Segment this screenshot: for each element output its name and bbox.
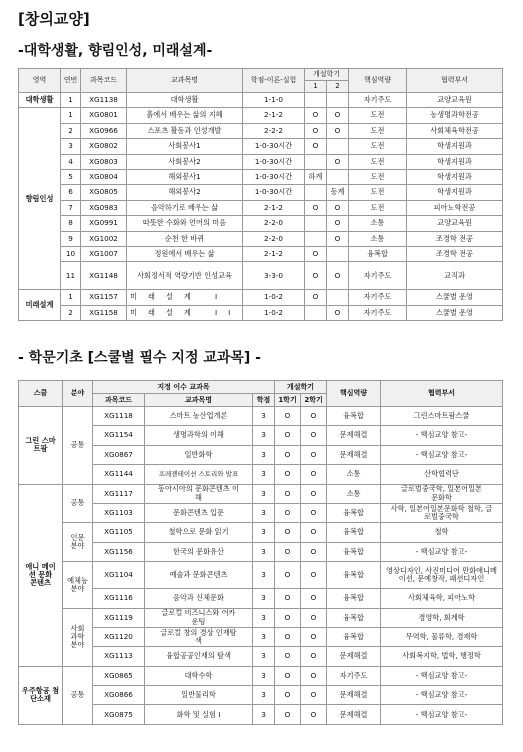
competency-cell: 융복합	[327, 503, 381, 522]
credit-cell: 3	[253, 407, 275, 426]
sem2-cell	[327, 290, 349, 305]
code-cell: XG1007	[81, 246, 127, 261]
field-cell: 공통	[63, 407, 93, 485]
table-row	[19, 93, 503, 108]
sem2-cell: O	[301, 445, 327, 464]
no-cell: 1	[61, 93, 81, 108]
table-row	[19, 562, 503, 589]
sem2-cell: O	[301, 647, 327, 666]
code-cell: XG0802	[81, 139, 127, 154]
dept-cell: 스쿨별 운영	[407, 290, 503, 305]
header-sem1: 1	[305, 81, 327, 93]
code-cell: XG1138	[81, 93, 127, 108]
dept-cell: 철학	[381, 523, 503, 542]
header-competency: 핵심역량	[327, 381, 381, 407]
sem2-cell: O	[301, 562, 327, 589]
dept-cell: 교양교육원	[407, 216, 503, 231]
credit-cell: 3	[253, 484, 275, 503]
field-cell: 공통	[63, 484, 93, 523]
sem2-cell: O	[301, 666, 327, 685]
table-row	[19, 305, 503, 320]
table-row	[19, 216, 503, 231]
dept-cell: 조경학 전공	[407, 231, 503, 246]
code-cell: XG1117	[93, 484, 145, 503]
course-name-cell: 철학으로 문화 읽기	[145, 523, 253, 542]
school-cell: 그린 스마트팜	[19, 407, 63, 485]
course-name-cell: 화학 및 실험 I	[145, 705, 253, 724]
credit-cell: 3	[253, 627, 275, 646]
competency-cell: 융복합	[327, 542, 381, 561]
no-cell: 4	[61, 154, 81, 169]
dept-cell: - 핵심교양 참고-	[381, 666, 503, 685]
competency-cell: 소통	[327, 465, 381, 484]
code-cell: XG1148	[81, 262, 127, 290]
competency-cell: 융복합	[327, 523, 381, 542]
course-name-cell: 사회봉사2	[127, 154, 243, 169]
competency-cell: 도전	[349, 154, 407, 169]
credit-cell: 3	[253, 705, 275, 724]
sem1-cell: O	[275, 407, 301, 426]
sem2-cell: O	[301, 542, 327, 561]
table-row	[19, 123, 503, 138]
course-name-cell: 음악하기로 배우는 삶	[127, 200, 243, 215]
credits-cell: 2-2-2	[243, 123, 305, 138]
header-semester: 개설학기	[305, 69, 349, 81]
no-cell: 6	[61, 185, 81, 200]
table-row	[19, 185, 503, 200]
credits-cell: 2-2-0	[243, 216, 305, 231]
course-name-cell: 일반물리학	[145, 686, 253, 705]
competency-cell: 자기주도	[349, 290, 407, 305]
page-title: [창의교양]	[18, 10, 90, 28]
header-no: 연번	[61, 69, 81, 93]
no-cell: 10	[61, 246, 81, 261]
sem1-cell: O	[305, 262, 327, 290]
sem1-cell	[305, 93, 327, 108]
competency-cell: 자기주도	[349, 305, 407, 320]
table-row	[19, 608, 503, 627]
course-name-cell: 미래설계 I	[127, 290, 243, 305]
dept-cell: 경영학, 회계학	[381, 608, 503, 627]
course-name-cell: 사회정서적 역량기반 인성교육	[127, 262, 243, 290]
sem1-cell: O	[275, 627, 301, 646]
sem2-cell: 동계	[327, 185, 349, 200]
competency-cell: 도전	[349, 169, 407, 184]
code-cell: XG0801	[81, 108, 127, 123]
dept-cell: 조경학 전공	[407, 246, 503, 261]
header-code: 과목코드	[81, 69, 127, 93]
header-credits: 학점-이론-실험	[243, 69, 305, 93]
competency-cell: 소통	[349, 231, 407, 246]
table-row	[19, 231, 503, 246]
dept-cell: 농생명과학전공	[407, 108, 503, 123]
sem1-cell	[305, 305, 327, 320]
credit-cell: 3	[253, 562, 275, 589]
table-row	[19, 108, 503, 123]
credit-cell: 3	[253, 503, 275, 522]
credit-cell: 3	[253, 542, 275, 561]
code-cell: XG0805	[81, 185, 127, 200]
competency-cell: 융복합	[349, 246, 407, 261]
sem1-cell: 하계	[305, 169, 327, 184]
credits-cell: 1-0-30시간	[243, 169, 305, 184]
sem1-cell: O	[275, 666, 301, 685]
course-name-cell: 글로컬 창의 경상 인재탐색	[145, 627, 253, 646]
course-name-cell: 프레젠테이션 스토리와 발표	[145, 465, 253, 484]
table-row	[19, 407, 503, 426]
dept-cell: 산학협력단	[381, 465, 503, 484]
header-area: 영역	[19, 69, 61, 93]
sem1-cell: O	[275, 562, 301, 589]
dept-cell: 피아노학전공	[407, 200, 503, 215]
competency-cell: 융복합	[327, 407, 381, 426]
sem2-cell	[327, 169, 349, 184]
course-name-cell: 한국의 문화유산	[145, 542, 253, 561]
dept-cell: 학생지원과	[407, 139, 503, 154]
no-cell: 2	[61, 123, 81, 138]
sem1-cell	[305, 231, 327, 246]
header-name: 교과목명	[145, 394, 253, 407]
table-row	[19, 200, 503, 215]
sem1-cell: O	[275, 608, 301, 627]
table-row	[19, 666, 503, 685]
sem2-cell: O	[301, 484, 327, 503]
dept-cell: - 핵심교양 참고-	[381, 426, 503, 445]
sem1-cell: O	[275, 589, 301, 608]
dept-cell: - 핵심교양 참고-	[381, 705, 503, 724]
code-cell: XG1118	[93, 407, 145, 426]
sem2-cell	[327, 93, 349, 108]
sem2-cell: O	[327, 262, 349, 290]
course-name-cell: 글로컬 비즈니스와 어카운팅	[145, 608, 253, 627]
sem2-cell: O	[327, 305, 349, 320]
section-subtitle-2: - 학문기초 [스쿨별 필수 지정 교과목] -	[18, 350, 261, 366]
sem1-cell: O	[305, 246, 327, 261]
no-cell: 7	[61, 200, 81, 215]
competency-cell: 자기주도	[327, 666, 381, 685]
area-cell: 대학생활	[19, 93, 61, 108]
no-cell: 9	[61, 231, 81, 246]
sem1-cell	[305, 185, 327, 200]
table-row	[19, 484, 503, 503]
no-cell: 5	[61, 169, 81, 184]
header-sem1: 1학기	[275, 394, 301, 407]
dept-cell: - 핵심교양 참고-	[381, 445, 503, 464]
dept-cell: 글로벌중국학, 일본어일본문화학	[381, 484, 503, 503]
sem1-cell: O	[275, 647, 301, 666]
dept-cell: 스쿨별 운영	[407, 305, 503, 320]
dept-cell: 학생지원과	[407, 169, 503, 184]
no-cell: 1	[61, 108, 81, 123]
table-row	[19, 139, 503, 154]
dept-cell: 교직과	[407, 262, 503, 290]
header-name: 교과목명	[127, 69, 243, 93]
sem2-cell: O	[327, 200, 349, 215]
table-row	[19, 262, 503, 290]
sem2-cell: O	[301, 627, 327, 646]
header-sem2: 2학기	[301, 394, 327, 407]
header-code: 과목코드	[93, 394, 145, 407]
credits-cell: 2-1-2	[243, 108, 305, 123]
competency-cell: 도전	[349, 108, 407, 123]
competency-cell: 도전	[349, 139, 407, 154]
sem1-cell: O	[305, 139, 327, 154]
course-name-cell: 해외봉사2	[127, 185, 243, 200]
credits-cell: 3-3-0	[243, 262, 305, 290]
dept-cell: 사회체육학, 피아노학	[381, 589, 503, 608]
course-name-cell: 음악과 신체문화	[145, 589, 253, 608]
credits-cell: 2-2-0	[243, 231, 305, 246]
competency-cell: 문제해결	[327, 647, 381, 666]
credit-cell: 3	[253, 445, 275, 464]
sem2-cell: O	[301, 426, 327, 445]
no-cell: 3	[61, 139, 81, 154]
sem2-cell: O	[301, 686, 327, 705]
credits-cell: 1-1-0	[243, 93, 305, 108]
competency-cell: 문제해결	[327, 705, 381, 724]
dept-cell: 교양교육원	[407, 93, 503, 108]
course-name-cell: 융합공공인재의 탐색	[145, 647, 253, 666]
header-dept: 협력부서	[381, 381, 503, 407]
course-name-cell: 정원에서 배우는 삶	[127, 246, 243, 261]
code-cell: XG1105	[93, 523, 145, 542]
dept-cell: 학생지원과	[407, 185, 503, 200]
competency-cell: 소통	[327, 484, 381, 503]
field-cell: 예체능 분야	[63, 562, 93, 608]
competency-cell: 융복합	[327, 562, 381, 589]
code-cell: XG1157	[81, 290, 127, 305]
field-cell: 사회 과학 분야	[63, 608, 93, 666]
sem1-cell: O	[275, 542, 301, 561]
code-cell: XG1103	[93, 503, 145, 522]
dept-cell: - 핵심교양 참고-	[381, 542, 503, 561]
header-credit: 학점	[253, 394, 275, 407]
header-sem2: 2	[327, 81, 349, 93]
no-cell: 8	[61, 216, 81, 231]
code-cell: XG1002	[81, 231, 127, 246]
code-cell: XG1113	[93, 647, 145, 666]
header-school: 스쿨	[19, 381, 63, 407]
competency-cell: 융복합	[327, 589, 381, 608]
header-competency: 핵심역량	[349, 69, 407, 93]
required-foundation-table	[18, 380, 503, 725]
dept-cell: 무역학, 물류학, 경제학	[381, 627, 503, 646]
competency-cell: 문제해결	[327, 445, 381, 464]
dept-cell: - 핵심교양 참고-	[381, 686, 503, 705]
area-cell: 향림인성	[19, 108, 61, 290]
credits-cell: 1-0-2	[243, 290, 305, 305]
sem1-cell: O	[275, 484, 301, 503]
sem1-cell: O	[275, 503, 301, 522]
competency-cell: 문제해결	[327, 686, 381, 705]
dept-cell: 그린스마트팜스쿨	[381, 407, 503, 426]
credit-cell: 3	[253, 666, 275, 685]
header-field: 분야	[63, 381, 93, 407]
sem2-cell: O	[301, 523, 327, 542]
sem1-cell	[305, 216, 327, 231]
competency-cell: 소통	[349, 216, 407, 231]
sem1-cell: O	[275, 426, 301, 445]
code-cell: XG0867	[93, 445, 145, 464]
table-row	[19, 290, 503, 305]
course-name-cell: 스마트 농산업개론	[145, 407, 253, 426]
credit-cell: 3	[253, 589, 275, 608]
code-cell: XG1116	[93, 589, 145, 608]
sem2-cell: O	[327, 123, 349, 138]
code-cell: XG0966	[81, 123, 127, 138]
table-row	[19, 169, 503, 184]
sem2-cell	[327, 246, 349, 261]
competency-cell: 도전	[349, 123, 407, 138]
code-cell: XG0804	[81, 169, 127, 184]
dept-cell: 사회체육학전공	[407, 123, 503, 138]
sem2-cell: O	[327, 231, 349, 246]
competency-cell: 문제해결	[327, 426, 381, 445]
no-cell: 1	[61, 290, 81, 305]
sem1-cell: O	[275, 465, 301, 484]
sem2-cell: O	[327, 216, 349, 231]
liberal-arts-table	[18, 68, 503, 321]
credit-cell: 3	[253, 465, 275, 484]
code-cell: XG1119	[93, 608, 145, 627]
sem2-cell: O	[301, 503, 327, 522]
dept-cell: 사학, 일본어일본문화학 철학, 글로벌중국학	[381, 503, 503, 522]
code-cell: XG0865	[93, 666, 145, 685]
sem1-cell: O	[305, 290, 327, 305]
field-cell: 공통	[63, 666, 93, 724]
code-cell: XG1120	[93, 627, 145, 646]
sem1-cell: O	[305, 200, 327, 215]
sem2-cell: O	[301, 465, 327, 484]
no-cell: 2	[61, 305, 81, 320]
sem2-cell	[327, 139, 349, 154]
course-name-cell: 문화콘텐츠 입문	[145, 503, 253, 522]
dept-cell: 영상디자인, 사진미디어 만화애니메이션, 문예창작, 패션디자인	[381, 562, 503, 589]
sem1-cell: O	[275, 705, 301, 724]
field-cell: 인문 분야	[63, 523, 93, 562]
course-name-cell: 미래설계 II	[127, 305, 243, 320]
code-cell: XG0803	[81, 154, 127, 169]
credits-cell: 2-1-2	[243, 200, 305, 215]
course-name-cell: 해외봉사1	[127, 169, 243, 184]
competency-cell: 자기주도	[349, 93, 407, 108]
code-cell: XG1156	[93, 542, 145, 561]
course-name-cell: 일반화학	[145, 445, 253, 464]
code-cell: XG1104	[93, 562, 145, 589]
credits-cell: 2-1-2	[243, 246, 305, 261]
sem1-cell: O	[275, 523, 301, 542]
school-cell: 애니 메이션 문화 콘텐츠	[19, 484, 63, 666]
sem1-cell: O	[305, 123, 327, 138]
table-row	[19, 523, 503, 542]
sem2-cell: O	[327, 108, 349, 123]
sem1-cell: O	[275, 445, 301, 464]
course-name-cell: 예술과 문화콘텐츠	[145, 562, 253, 589]
code-cell: XG1154	[93, 426, 145, 445]
course-name-cell: 흙에서 배우는 삶의 지혜	[127, 108, 243, 123]
sem1-cell: O	[305, 108, 327, 123]
no-cell: 11	[61, 262, 81, 290]
school-cell: 우주항공 첨단소재	[19, 666, 63, 724]
competency-cell: 융복합	[327, 627, 381, 646]
credit-cell: 3	[253, 647, 275, 666]
header-designated-courses: 지정 이수 교과목	[93, 381, 275, 394]
section-subtitle-1: -대학생활, 향림인성, 미래설계-	[18, 43, 213, 59]
credits-cell: 1-0-2	[243, 305, 305, 320]
sem2-cell: O	[327, 154, 349, 169]
sem1-cell: O	[275, 686, 301, 705]
credit-cell: 3	[253, 523, 275, 542]
competency-cell: 자기주도	[349, 262, 407, 290]
code-cell: XG0875	[93, 705, 145, 724]
credits-cell: 1-0-30시간	[243, 185, 305, 200]
course-name-cell: 사회봉사1	[127, 139, 243, 154]
dept-cell: 사회복지학, 법학, 행정학	[381, 647, 503, 666]
course-name-cell: 대학수학	[145, 666, 253, 685]
credit-cell: 3	[253, 426, 275, 445]
credits-cell: 1-0-30시간	[243, 139, 305, 154]
sem2-cell: O	[301, 589, 327, 608]
course-name-cell: 스포츠 활동과 인성개발	[127, 123, 243, 138]
competency-cell: 도전	[349, 200, 407, 215]
sem2-cell: O	[301, 608, 327, 627]
sem1-cell	[305, 154, 327, 169]
credits-cell: 1-0-30시간	[243, 154, 305, 169]
credit-cell: 3	[253, 608, 275, 627]
code-cell: XG1158	[81, 305, 127, 320]
credit-cell: 3	[253, 686, 275, 705]
course-name-cell: 동아시아의 문화콘텐츠 이해	[145, 484, 253, 503]
code-cell: XG0866	[93, 686, 145, 705]
course-name-cell: 순천 한 바퀴	[127, 231, 243, 246]
course-name-cell: 따뜻한 수화와 언어의 미음	[127, 216, 243, 231]
code-cell: XG0983	[81, 200, 127, 215]
course-name-cell: 생명과학의 이해	[145, 426, 253, 445]
table-row	[19, 246, 503, 261]
competency-cell: 융복합	[327, 608, 381, 627]
table-row	[19, 154, 503, 169]
dept-cell: 학생지원과	[407, 154, 503, 169]
code-cell: XG0991	[81, 216, 127, 231]
area-cell: 미래설계	[19, 290, 61, 321]
header-semester: 개설학기	[275, 381, 327, 394]
header-dept: 협력부서	[407, 69, 503, 93]
sem2-cell: O	[301, 407, 327, 426]
course-name-cell: 대학생활	[127, 93, 243, 108]
competency-cell: 도전	[349, 185, 407, 200]
sem2-cell: O	[301, 705, 327, 724]
code-cell: XG1144	[93, 465, 145, 484]
